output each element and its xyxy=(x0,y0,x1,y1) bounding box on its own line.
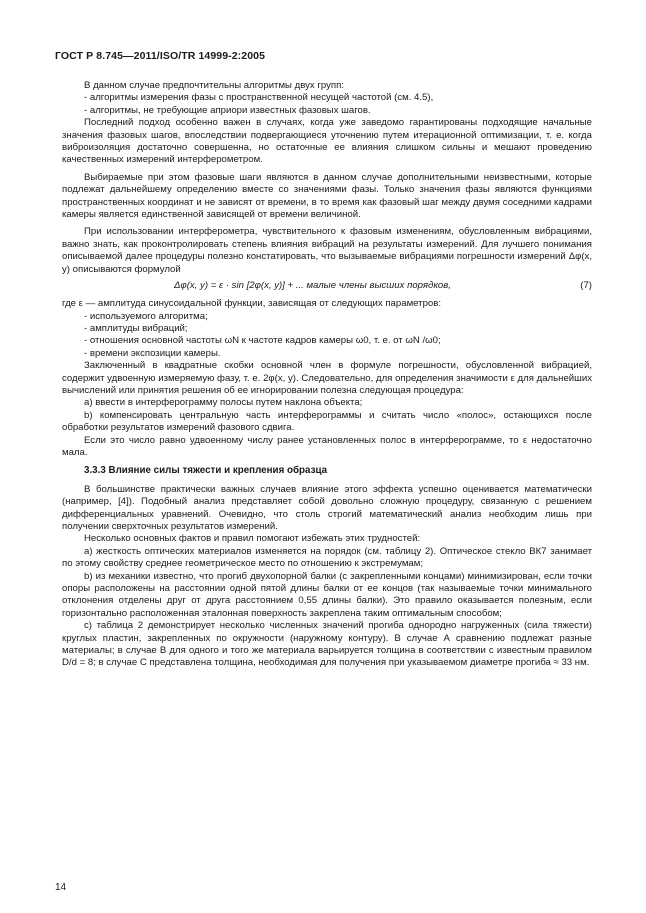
formula-7 xyxy=(62,280,592,293)
paragraph: Если это число равно удвоенному числу ранее установленных полос в интерферограмме, то ε недостаточно мала. xyxy=(62,434,592,458)
paragraph: Выбираемые при этом фазовые шаги являются в данном случае дополнительными неизвестными, которые подлежат дальнейшему определению вместе со значениями фазы. Только значения фазы являются функциями пространственных координат и не зависят от времени, в то время как фазовый шаг между двумя соседними кадрами камеры является единственной зависящей от времени величиной. xyxy=(62,171,592,221)
list-item: b) из механики известно, что прогиб двухопорной балки (с закрепленными концами) минимизирован, если точки опоры расположены на расстоянии одной пятой длины балки от ее концов (так называемые точки минимального отклонения отделены друг от друга расстоянием 0,55 длины балки). Это правило оказывается полезным, если горизонтально расположенная эталонная поверхность закреплена таким оптимальным способом; xyxy=(62,570,592,619)
list-item: a) ввести в интерферограмму полосы путем наклона объекта; xyxy=(84,397,363,409)
list-item: - времени экспозиции камеры. xyxy=(84,347,221,359)
paragraph: Несколько основных фактов и правил помогают избежать этих трудностей: xyxy=(84,533,421,545)
paragraph: В данном случае предпочтительны алгоритмы двух групп: xyxy=(84,80,344,91)
document-body xyxy=(62,80,592,670)
paragraph: При использовании интерферометра, чувствительного к фазовым изменениям, обусловленным вибрациями, важно знать, как проконтролировать степень влияния вибраций на результаты измерений. Для лучшего понимания описываемой далее процедуры полезно констатировать, что вызываемые вибрациями погрешности измерений Δφ(x, y) описываются формулой xyxy=(62,226,592,275)
page-number: 14 xyxy=(55,882,67,893)
list-item: - амплитуды вибраций; xyxy=(84,322,188,334)
formula-number: (7) xyxy=(580,280,592,292)
list-item: - отношения основной частоты ωN к частоте кадров камеры ω0, т. е. от ωN /ω0; xyxy=(84,335,441,347)
paragraph: В большинстве практически важных случаев влияние этого эффекта успешно оценивается математически (например, [4]). Подобный анализ представляет собой довольно сложную процедуру, связанную с решением дифференциальных уравнений. Очевидно, что столь строгий математический анализ необходим лишь при получении сверхточных результатов измерений. xyxy=(62,483,592,532)
list-item: - используемого алгоритма; xyxy=(84,310,208,322)
paragraph: Заключенный в квадратные скобки основной член в формуле погрешности, обусловленной вибрацией, содержит удвоенную измеряемую фазу, т. е. 2φ(x, y). Следовательно, для определения значимости ε для дальнейших вычислений или принятия решения об ее игнорировании полезна следующая процедура: xyxy=(62,360,592,396)
formula-expression: Δφ(x, y) = ε · sin [2φ(x, y)] + ... малые члены высших порядков, xyxy=(174,280,451,292)
paragraph: где ε — амплитуда синусоидальной функции, зависящая от следующих параметров: xyxy=(62,298,442,310)
document-header: ГОСТ Р 8.745—2011/ISO/TR 14999-2:2005 xyxy=(55,50,266,62)
list-item: c) таблица 2 демонстрирует несколько численных значений прогиба однородно нагруженных (сила тяжести) круглых пластин, закрепленных по окружности (наружному контуру). В случае А сравнению подлежат разные материалы; в случае В для одного и того же материала варьируется толщина в соответствии с известным правилом D/d = 8; в случае С представлена толщина, необходимая для получения при указываемом диаметре прогиба ≈ 33 нм. xyxy=(62,620,592,669)
list-item: - алгоритмы, не требующие априори известных фазовых шагов. xyxy=(84,104,371,116)
list-item: a) жесткость оптических материалов изменяется на порядок (см. таблицу 2). Оптическое стекло ВК7 занимает по этому свойству среднее геометрическое место по отношению к экстремумам; xyxy=(62,545,592,570)
section-title: 3.3.3 Влияние силы тяжести и крепления образца xyxy=(84,465,328,477)
list-item: - алгоритмы измерения фазы с пространственной несущей частотой (см. 4.5), xyxy=(84,92,434,104)
list-item: b) компенсировать центральную часть интерферограммы и считать число «полос», остающихся после обработки результатов измерений фазового сдвига. xyxy=(62,409,592,434)
paragraph: Последний подход особенно важен в случаях, когда уже заведомо гарантированы подходящие начальные значения фазовых шагов, впоследствии подвергающиеся уточнению путем итерационной оптимизации, т. е. когда виброизоляция достаточно совершенна, но остаточные ее влияния слишком сильны и мешают проведению качественных измерений интерферометром. xyxy=(62,117,592,166)
